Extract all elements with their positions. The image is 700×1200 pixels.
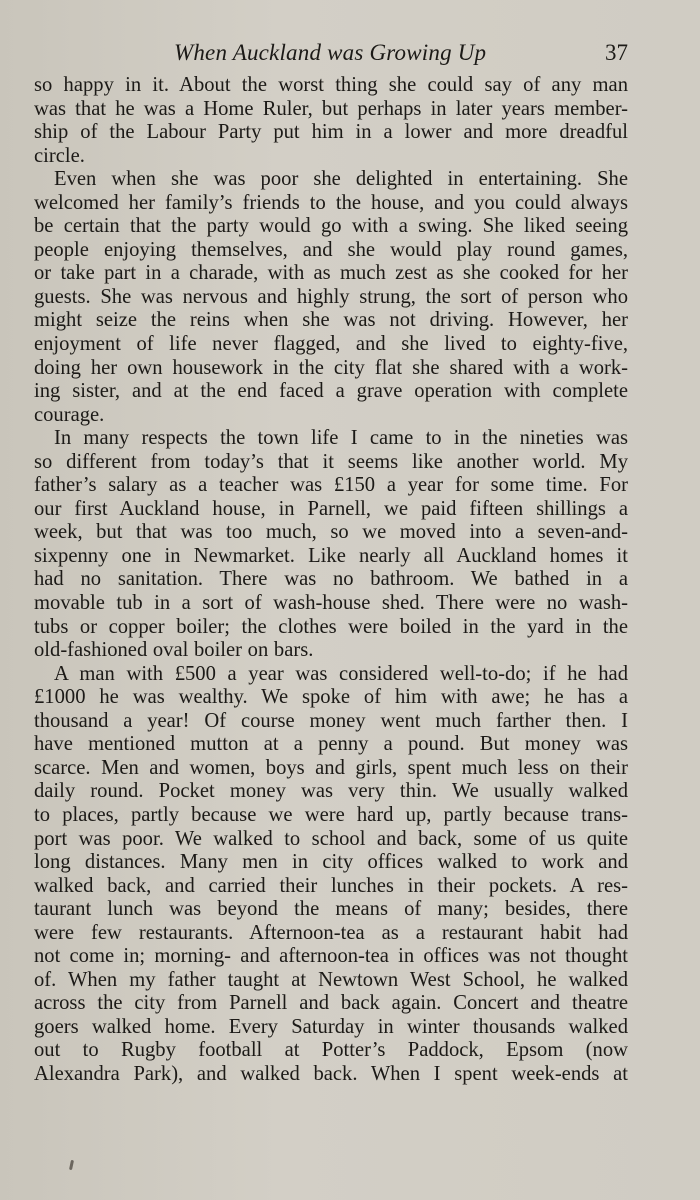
text-line: old-fashioned oval boiler on bars. <box>34 639 314 662</box>
text-line: so happy in it. About the worst thing she could say of any man <box>34 74 628 96</box>
text-line: welcomed her family’s friends to the house, and you could always <box>34 191 628 214</box>
text-line: be certain that the party would go with a swing. She liked seeing <box>34 215 628 238</box>
text-line: had no sanitation. There was no bathroom. We bathed in a <box>34 568 628 591</box>
text-line: across the city from Parnell and back again. Concert and theatre <box>34 992 628 1015</box>
text-line: taurant lunch was beyond the means of many; besides, there <box>34 898 628 921</box>
text-line: guests. She was nervous and highly strung, the sort of person who <box>34 285 628 308</box>
text-line: goers walked home. Every Saturday in winter thousands walked <box>34 1015 628 1038</box>
text-line: A man with £500 a year was considered well-to-do; if he had <box>54 662 628 685</box>
text-line: scarce. Men and women, boys and girls, spent much less on their <box>34 756 628 779</box>
text-line: to places, partly because we were hard up, partly because trans- <box>34 803 628 826</box>
text-line: father’s salary as a teacher was £150 a year for some time. For <box>34 474 628 497</box>
text-line: people enjoying themselves, and she would play round games, <box>34 238 628 261</box>
text-line: so different from today’s that it seems like another world. My <box>34 450 628 473</box>
text-line: circle. <box>34 144 85 167</box>
text-line: In many respects the town life I came to in the nineties was <box>54 427 628 450</box>
text-line: were few restaurants. Afternoon-tea as a restaurant habit had <box>34 921 628 944</box>
text-line: ing sister, and at the end faced a grave operation with complete <box>34 380 628 403</box>
text-line: week, but that was too much, so we moved into a seven-and- <box>34 521 628 544</box>
text-line: long distances. Many men in city offices walked to work and <box>34 851 628 874</box>
text-line: doing her own housework in the city flat she shared with a work- <box>34 356 628 379</box>
text-line: ship of the Labour Party put him in a lower and more dreadful <box>34 121 628 144</box>
running-title: When Auckland was Growing Up <box>174 40 487 65</box>
text-line: of. When my father taught at Newtown West School, he walked <box>34 968 628 991</box>
text-line: Alexandra Park), and walked back. When I spent week-ends at <box>34 1062 628 1085</box>
text-line: thousand a year! Of course money went much farther then. I <box>34 709 628 732</box>
running-head <box>34 40 628 76</box>
text-line: movable tub in a sort of wash-house shed. There were no wash- <box>34 592 628 615</box>
body-text <box>34 74 628 1087</box>
text-line: daily round. Pocket money was very thin. We usually walked <box>34 780 628 803</box>
text-line: not come in; morning- and afternoon-tea in offices was not thought <box>34 945 628 968</box>
text-line: £1000 he was wealthy. We spoke of him with awe; he has a <box>34 686 628 709</box>
text-line: port was poor. We walked to school and back, some of us quite <box>34 827 628 850</box>
pencil-mark <box>69 1160 74 1170</box>
text-line: out to Rugby football at Potter’s Paddock, Epsom (now <box>34 1039 628 1062</box>
page-number: 37 <box>605 40 628 65</box>
text-line: courage. <box>34 403 105 426</box>
text-line: sixpenny one in Newmarket. Like nearly all Auckland homes it <box>34 544 628 567</box>
text-line: walked back, and carried their lunches in their pockets. A res- <box>34 874 628 897</box>
text-line: our first Auckland house, in Parnell, we paid fifteen shillings a <box>34 497 628 520</box>
text-line: tubs or copper boiler; the clothes were boiled in the yard in the <box>34 615 628 638</box>
text-line: might seize the reins when she was not driving. However, her <box>34 309 628 332</box>
text-line: or take part in a charade, with as much zest as she cooked for her <box>34 262 628 285</box>
text-line: have mentioned mutton at a penny a pound. But money was <box>34 733 628 756</box>
text-line: enjoyment of life never flagged, and she lived to eighty-five, <box>34 333 628 356</box>
text-line: Even when she was poor she delighted in entertaining. She <box>54 168 628 191</box>
text-line: was that he was a Home Ruler, but perhaps in later years member- <box>34 97 628 120</box>
